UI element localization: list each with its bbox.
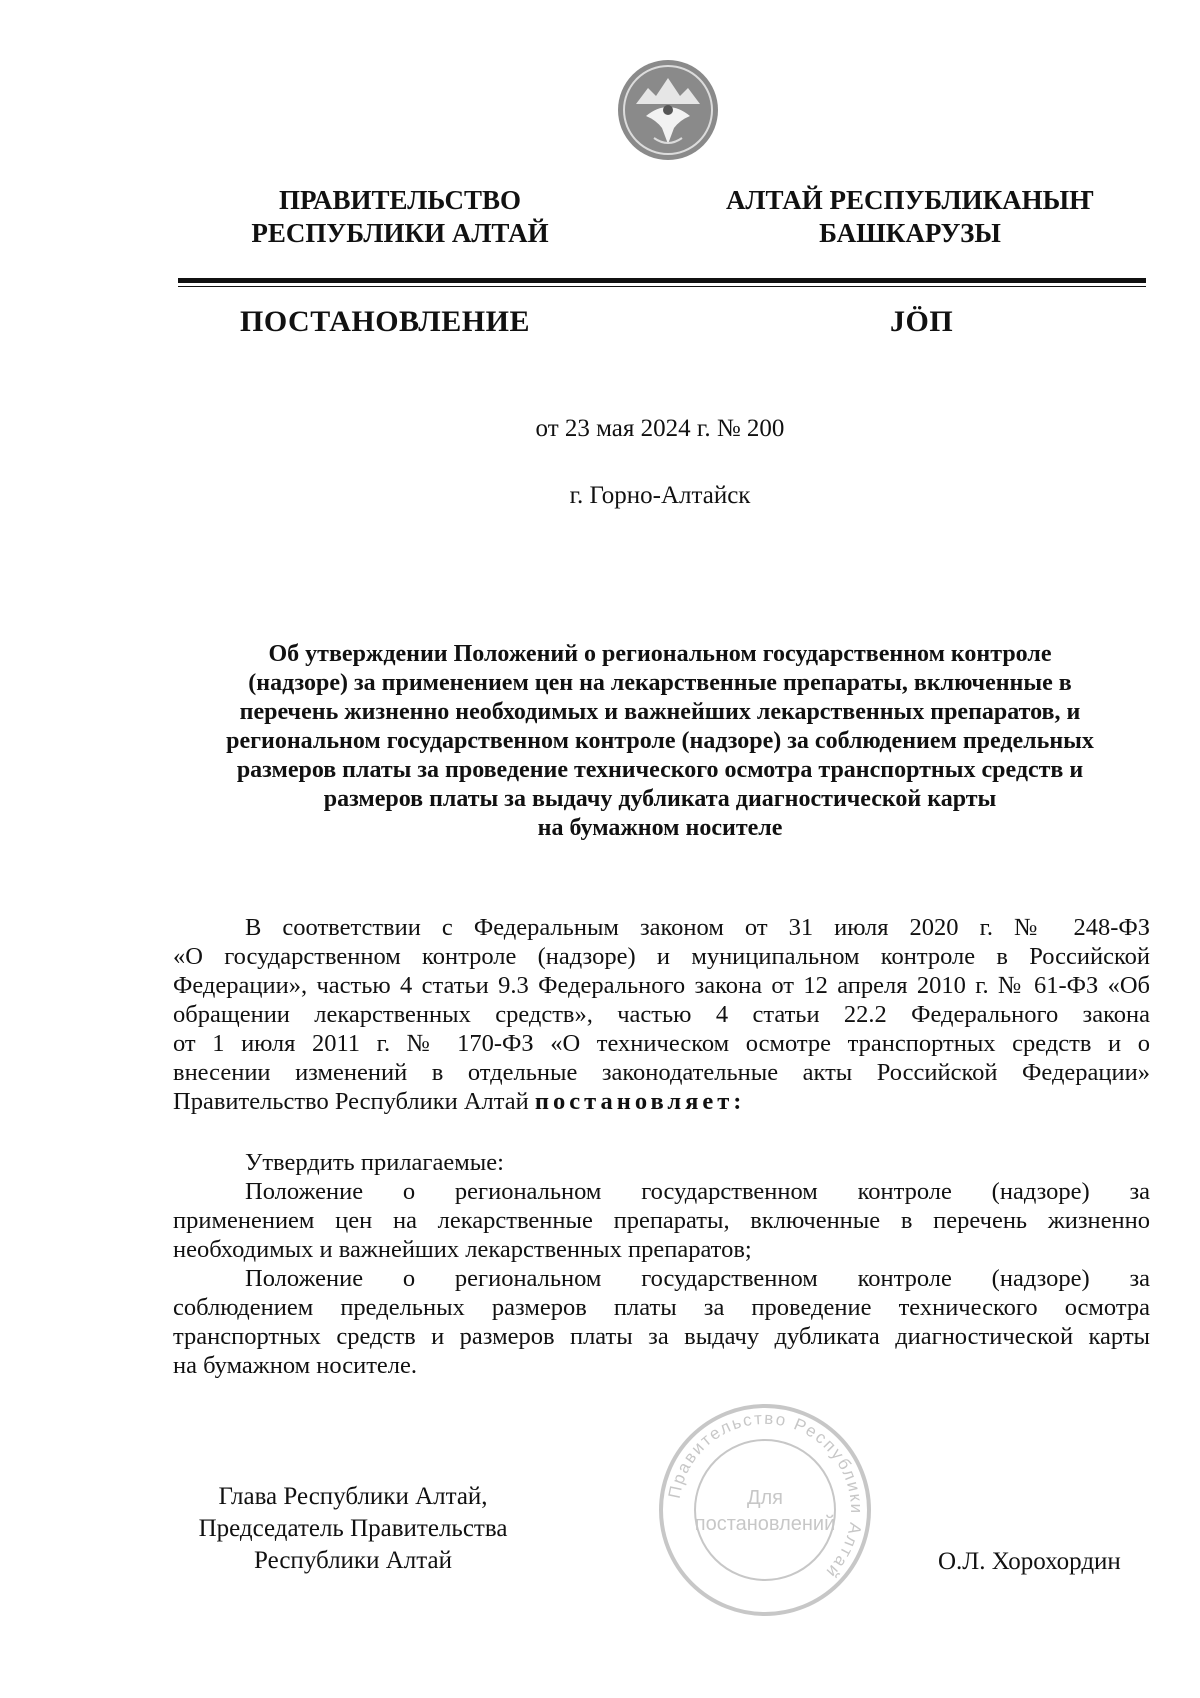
title-line: на бумажном носителе	[537, 815, 783, 841]
header-org-name-russian	[210, 184, 590, 250]
title-line: перечень жизненно необходимых и важнейших лекарственных препаратов, и	[239, 699, 1081, 725]
official-stamp	[655, 1400, 875, 1620]
preamble-line: В соответствии с Федеральным законом от 31 июля 2020 г. № 248-ФЗ	[245, 914, 1150, 941]
preamble-last-text: Правительство Республики Алтай	[173, 1088, 529, 1115]
signatory-name: О.Л. Хорохордин	[938, 1548, 1121, 1575]
decrees-word: постановляет:	[534, 1088, 746, 1115]
header-right-line1: АЛТАЙ РЕСПУБЛИКАНЫҤ	[725, 185, 1095, 215]
title-line: размеров платы за проведение технического осмотра транспортных средств и	[236, 757, 1084, 783]
approve-line: Утвердить прилагаемые:	[245, 1149, 504, 1176]
title-line: размеров платы за выдачу дубликата диагностической карты	[323, 786, 997, 812]
title-line: (надзоре) за применением цен на лекарственные препараты, включенные в	[248, 670, 1072, 696]
preamble-line: Федерации», частью 4 статьи 9.3 Федерального закона от 12 апреля 2010 г. № 61-ФЗ «Об	[173, 972, 1150, 999]
doc-type-russian: ПОСТАНОВЛЕНИЕ	[240, 305, 530, 338]
preamble-line: от 1 июля 2011 г. № 170-ФЗ «О техническом осмотре транспортных средств и о	[173, 1030, 1150, 1057]
position-line: Председатель Правительства	[198, 1515, 508, 1542]
position-line: Республики Алтай	[254, 1547, 452, 1574]
preamble-paragraph	[173, 913, 1150, 1116]
stamp-center-line1: Для	[746, 1487, 784, 1509]
item2-line: соблюдением предельных размеров платы за проведение технического осмотра	[173, 1294, 1150, 1321]
document-date-number: от 23 мая 2024 г. № 200	[535, 415, 785, 442]
item2-last-line: на бумажном носителе.	[173, 1352, 417, 1379]
item2-line: транспортных средств и размеров платы за выдачу дубликата диагностической карты	[173, 1323, 1150, 1350]
title-line: региональном государственном контроле (надзоре) за соблюдением предельных	[226, 728, 1094, 754]
preamble-line: «О государственном контроле (надзоре) и муниципальном контроле в Российской	[173, 943, 1150, 970]
resolution-items	[173, 1148, 1150, 1380]
item1-line: применением цен на лекарственные препараты, включенные в перечень жизненно	[173, 1207, 1150, 1234]
item2-line: Положение о региональном государственном контроле (надзоре) за	[245, 1265, 1150, 1292]
doc-type-altai: JӦП	[890, 305, 954, 338]
preamble-line: внесении изменений в отдельные законодательные акты Российской Федерации»	[173, 1059, 1150, 1086]
document-title	[170, 640, 1150, 843]
item1-line: Положение о региональном государственном контроле (надзоре) за	[245, 1178, 1150, 1205]
header-left-line1: ПРАВИТЕЛЬСТВО	[278, 185, 522, 215]
preamble-last-line	[173, 1087, 1150, 1116]
header-divider-thin	[178, 286, 1146, 287]
header-left-line2: РЕСПУБЛИКИ АЛТАЙ	[251, 218, 549, 248]
position-line: Глава Республики Алтай,	[218, 1483, 488, 1510]
stamp-ring-text: Правительство Республики Алтай	[664, 1408, 867, 1583]
coat-of-arms-emblem	[616, 58, 720, 162]
document-city: г. Горно-Алтайск	[569, 482, 751, 509]
header-org-name-altai	[700, 184, 1120, 250]
title-line: Об утверждении Положений о региональном государственном контроле	[268, 641, 1052, 667]
header-right-line2: БАШКАРУЗЫ	[819, 218, 1001, 248]
preamble-line: обращении лекарственных средств», частью 4 статьи 22.2 Федерального закона	[173, 1001, 1150, 1028]
item1-last-line: необходимых и важнейших лекарственных препаратов;	[173, 1236, 752, 1263]
signatory-position	[173, 1481, 533, 1577]
stamp-center-line2: постановлений	[694, 1513, 836, 1535]
header-divider-thick	[178, 278, 1146, 283]
